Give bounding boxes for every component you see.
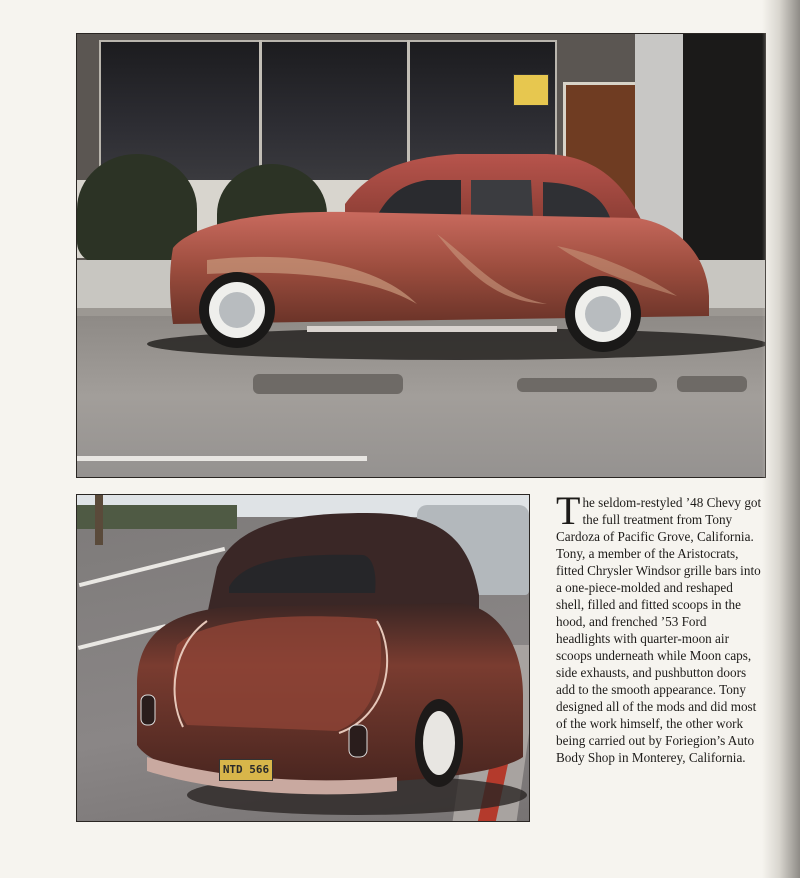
caption	[556, 488, 764, 766]
caption-body: he seldom-restyled ’48 Chevy got the full treatment from Tony Cardoza of Pacific Grove, California. Tony, a member of the Aristocrats, fitted Chrysler Windsor grille bars into a one-piece-molded and reshaped shell, filled and fitted scoops in the hood, and frenched ’53 Ford headlights with quarter-moon air scoops underneath while Moon caps, side exhausts, and pushbutton doors add to the smooth appearance. Tony designed all of the mods and did most of the work himself, the other work being carried out by Foriegion’s Auto Body Shop in Monterey, California.	[556, 495, 762, 765]
chevy-car-rear	[77, 495, 529, 821]
photo-chevy-rear-view	[76, 494, 530, 822]
photo-chevy-side-view	[76, 33, 766, 478]
chevy-car-side	[77, 34, 765, 477]
license-plate: NTD 566	[219, 759, 273, 781]
drop-cap: T	[556, 488, 581, 533]
page-edge-shadow	[762, 0, 800, 878]
